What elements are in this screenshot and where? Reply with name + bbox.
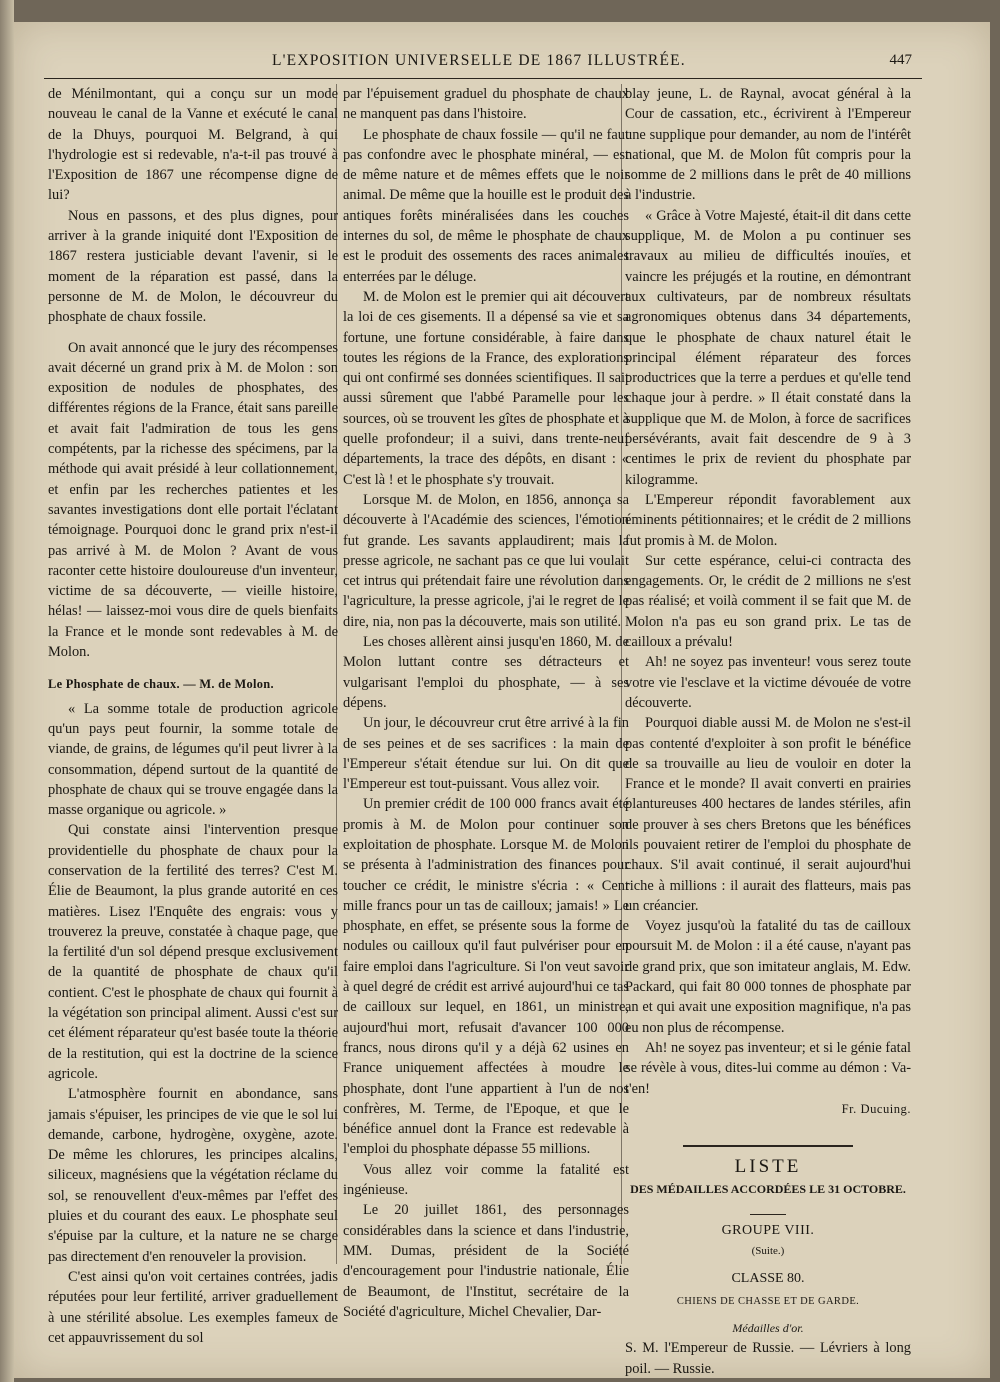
paragraph: « Grâce à Votre Majesté, était-il dit dans cette supplique, M. de Molon a pu continuer ses travaux au milieu de difficultés inouïes, et vaincre les préjugés et la routine, en démontrant aux cultivateurs, par de nombreux résultats agronomiques obtenus dans 34 départements, que le phosphate de chaux naturel était le principal élément réparateur des forces productrices que la terre a perdues et qu'elle tend chaque jour à perdre. » Il était constaté dans la supplique que M. de Molon, à force de sacrifices persévérants, avait fait descendre de 9 à 3 centimes le prix de revient du phosphate par kilogramme.: [625, 207, 911, 488]
section-heading: Le Phosphate de chaux. — M. de Molon.: [48, 677, 274, 692]
paragraph: « La somme totale de production agricole qu'un pays peut fournir, la somme totale de viande, de grains, de légumes qu'il peut livrer à la consommation, dépend surtout de la quantité de phosphate de chaux qui se trouve engagée dans la masse organique ou agricole. »: [48, 700, 338, 819]
paragraph: Sur cette espérance, celui-ci contracta des engagements. Or, le crédit de 2 millions ne s'est pas réalisé; et voilà comment il se fait que M. de Molon n'a pas eu son grand prix. Le tas de cailloux a prévalu!: [625, 552, 911, 651]
header-rule: [44, 78, 922, 79]
author-signature: Fr. Ducuing.: [841, 1101, 911, 1116]
paragraph: Voyez jusqu'où la fatalité du tas de cailloux poursuit M. de Molon : il a été cause, n'ayant pas de grand prix, que son imitateur anglais, M. Edw. Packard, qui fait 80 000 tonnes de phosphate par an et qui avait une exposition magnifique, n'a pas eu non plus de récompense.: [625, 918, 911, 1036]
paragraph: blay jeune, L. de Raynal, avocat général à la Cour de cassation, etc., écrivirent à l'Empereur une supplique pour demander, au nom de l'intérêt national, que M. de Molon fût compris pour la somme de 2 millions dans le prêt de 40 millions à l'industrie.: [625, 86, 911, 204]
paragraph: Le phosphate de chaux fossile — qu'il ne faut pas confondre avec le phosphate minéral, — est de même nature et de mêmes effets que le noir animal. De même que la houille est le produit des antiques forêts minéralisées dans les couches internes du sol, de même le phosphate de chaux est le produit des ossements des races animales enterrées par le déluge.: [343, 126, 629, 285]
medal-entry: S. M. l'Empereur de Russie. — Lévriers à long poil. — Russie.: [625, 1340, 911, 1377]
paragraph: Un jour, le découvreur crut être arrivé à la fin de ses peines et de ses sacrifices : la main de l'Empereur s'était étendue sur lui. On dit que l'Empereur est tout-puissant. Vous allez voir.: [343, 715, 629, 793]
paragraph: On avait annoncé que le jury des récompenses avait décerné un grand prix à M. de Molon : son exposition de nodules de phosphates, des différentes régions de la France, était sans pareille et avait fait l'admiration de tous les gens compétents, par la richesse des spécimens, par la méthode qui avait présidé à leur collationnement, et enfin par les recherches patientes et les savantes investigations dont elle portait l'éclatant témoignage. Pourquoi donc le grand prix n'est-il pas arrivé à M. de Molon ? Avant de vous raconter cette histoire douloureuse d'un inventeur, victime de sa découverte, — vieille histoire, hélas! — laissez-moi vous dire de quels bienfaits la France et le monde sont redevables à M. de Molon.: [48, 339, 338, 661]
paragraph: Ah! ne soyez pas inventeur; et si le génie fatal se révèle à vous, dites-lui comme au démon : Va-t'en!: [625, 1039, 911, 1097]
column-1: [48, 84, 338, 1348]
page-number: 447: [889, 52, 912, 68]
paragraph: Lorsque M. de Molon, en 1856, annonça sa découverte à l'Académie des sciences, l'émotion fut grande. Les savants applaudirent; mais la presse agricole, ne sachant pas ce que lui voulait cet intrus qui prétendait faire une révolution dans l'agriculture, la presse agricole, j'ai le regret de le dire, nia, non pas la découverte, mais son utilité.: [343, 491, 629, 630]
column-2: [343, 84, 629, 1322]
paragraph: Le 20 juillet 1861, des personnages considérables dans la science et dans l'industrie, MM. Dumas, président de la Société d'encouragement pour l'industrie nationale, Élie de Beaumont, de l'Institut, secrétaire de la Société d'agriculture, Michel Chevalier, Dar-: [343, 1202, 629, 1320]
paragraph: de Ménilmontant, qui a conçu sur un mode nouveau le canal de la Vanne et exécuté le canal de la Dhuys, pourquoi M. Belgrand, à qui l'hydrologie est si redevable, n'a-t-il pas trouvé à l'Exposition de 1867 une récompense digne de lui?: [48, 86, 338, 204]
section-rule: [683, 1145, 853, 1147]
class-heading: CLASSE 80.: [731, 1271, 805, 1287]
continued-note: (Suite.): [751, 1245, 785, 1258]
paragraph: par l'épuisement graduel du phosphate de chaux ne manquent pas dans l'histoire.: [343, 86, 629, 123]
page-header: [14, 52, 990, 78]
paragraph: Nous en passons, et des plus dignes, pour arriver à la grande iniquité dont l'Exposition de 1867 restera justiciable devant l'avenir, si le moment de la réparation est passé, dans la personne de M. de Molon, le découvreur du phosphate de chaux fossile.: [48, 207, 338, 326]
class-subheading: CHIENS DE CHASSE ET DE GARDE.: [676, 1295, 860, 1307]
paragraph: L'atmosphère fournit en abondance, sans jamais s'épuiser, les principes de vie que le sol lui demande, carbone, hydrogène, oxygène, azote. De même les chlorures, les principes alcalins, siliceux, magnésiens que la végétation réclame du sol, se renouvellent d'eux-mêmes par l'effet des pluies et du courant des eaux. Le phosphate seul s'épuise par la culture, et la nature ne se charge pas directement d'en renouveler la provision.: [48, 1086, 338, 1265]
short-rule: [750, 1214, 786, 1215]
paragraph: Ah! ne soyez pas inventeur! vous serez toute votre vie l'esclave et la victime dévouée de votre découverte.: [625, 654, 911, 711]
book-binding: [0, 0, 14, 1382]
group-heading: GROUPE VIII.: [721, 1222, 815, 1238]
column-3: [625, 84, 911, 1379]
paragraph: L'Empereur répondit favorablement aux éminents pétitionnaires; et le crédit de 2 millions fut promis à M. de Molon.: [625, 491, 911, 549]
paragraph: C'est ainsi qu'on voit certaines contrées, jadis réputées pour leur fertilité, arriver graduellement à une stérilité absolue. Les exemples fameux de cet appauvrissement du sol: [48, 1268, 338, 1346]
list-subtitle: DES MÉDAILLES ACCORDÉES LE 31 OCTOBRE.: [630, 1182, 906, 1197]
running-title: L'EXPOSITION UNIVERSELLE DE 1867 ILLUSTRÉE.: [272, 52, 686, 69]
list-title: LISTE: [734, 1156, 802, 1178]
paragraph: Qui constate ainsi l'intervention presque providentielle du phosphate de chaux pour la conservation de la fertilité des terres? C'est M. Élie de Beaumont, la plus grande autorité en ces matières. Lisez l'Enquête des engrais: vous y trouverez la preuve, constatée à chaque page, que la fertilité d'un sol dépend presque exclusivement de la quantité de phosphate de chaux qu'il contient. C'est le phosphate de chaux qui fournit à la végétation son principal aliment. Aussi c'est sur cet élément réparateur qu'est basée toute la théorie de la restitution, qui est la doctrine de la science agricole.: [48, 822, 338, 1082]
paragraph: Pourquoi diable aussi M. de Molon ne s'est-il pas contenté d'exploiter à son profit le bénéfice de sa trouvaille au lieu de vouloir en doter la France et le monde? Il avait converti en prairies plantureuses 400 hectares de landes stériles, afin de prouver à ses chers Bretons que les bénéfices ils pouvaient retirer de l'emploi du phosphate de chaux. S'il avait continué, il serait aujourd'hui riche à millions : il aurait des flatteurs, mais pas un créancier.: [625, 715, 911, 914]
paragraph: M. de Molon est le premier qui ait découvert la loi de ces gisements. Il a dépensé sa vie et sa fortune, une fortune considérable, à faire dans toutes les régions de la France, des explorations qui ont confirmé ses données scientifiques. Il sait aussi sûrement que l'abbé Paramelle pour les sources, où se trouvent les gîtes de phosphate et à quelle profondeur; il a suivi, dans trente-neuf départements, la trace des dépôts, en disant : « C'est là ! et le phosphate s'y trouvait.: [343, 288, 629, 488]
medal-category: Médailles d'or.: [732, 1320, 804, 1335]
newspaper-page: [14, 22, 990, 1378]
paragraph: Un premier crédit de 100 000 francs avait été promis à M. de Molon pour continuer son exploitation de phosphate. Lorsque M. de Molon se présenta à l'administration des finances pour toucher ce crédit, le ministre s'écria : « Cent mille francs pour un tas de cailloux; jamais! » Le phosphate, en effet, se présente sous la forme de nodules ou cailloux qu'il faut pulvériser pour en faire emploi dans l'agriculture. Si l'on veut savoir à quel degré de crédit est arrivé aujourd'hui ce tas de cailloux sur lequel, en 1861, un ministre, aujourd'hui mort, refusait d'avancer 100 000 francs, nous dirons qu'il y a déjà 62 usines en France uniquement affectées à moudre le phosphate, dont l'une appartient à l'un de nos confrères, M. Terme, de l'Epoque, et que le bénéfice annuel dont la France est redevable à l'emploi du phosphate dépasse 55 millions.: [343, 796, 629, 1158]
paragraph: Vous allez voir comme la fatalité est ingénieuse.: [343, 1161, 629, 1199]
paragraph: Les choses allèrent ainsi jusqu'en 1860, M. de Molon luttant contre ses détracteurs et vulgarisant l'emploi du phosphate, — à ses dépens.: [343, 634, 629, 711]
